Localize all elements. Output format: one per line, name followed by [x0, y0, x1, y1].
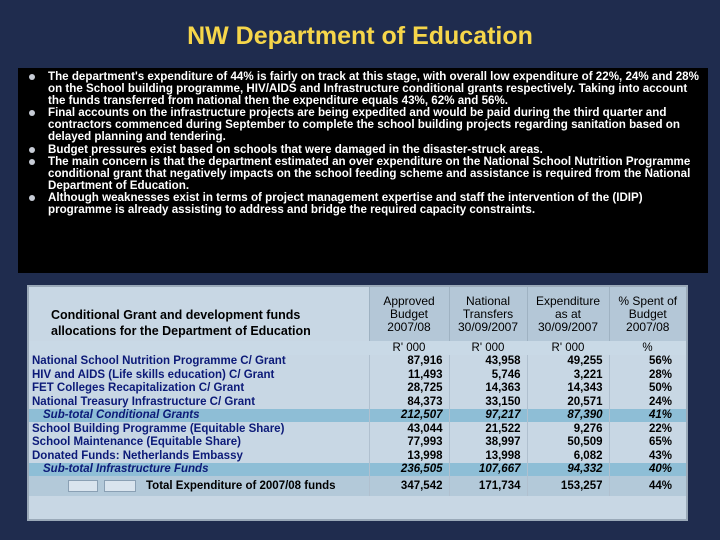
row-label: FET Colleges Recapitalization C/ Grant — [32, 382, 245, 395]
bullet-dot-icon — [29, 147, 35, 153]
row-label: Sub-total Conditional Grants — [29, 409, 369, 423]
bullet-item — [24, 192, 702, 216]
cell-transfers: 5,746 — [449, 368, 527, 382]
decorative-bar-icon — [68, 480, 98, 492]
row-label: School Maintenance (Equitable Share) — [32, 436, 241, 449]
cell-transfers: 14,363 — [449, 382, 527, 396]
bullet-dot-icon — [29, 74, 35, 80]
cell-budget: 236,505 — [369, 463, 449, 477]
bullet-text: The department's expenditure of 44% is fairly on track at this stage, with overall low expenditure of 22%, 24% and 28% on the School building programme, HIV/AIDS and Infrastructure conditional grants respectively. Taking into account the funds transferred from national then the expenditure equals 43%, 62% and 56%. — [48, 70, 699, 108]
bullet-item — [24, 156, 702, 192]
cell-percent: 65% — [609, 436, 686, 450]
bullet-dot-icon — [29, 195, 35, 201]
unit-cell: R' 000 — [527, 341, 609, 355]
table-row — [29, 382, 686, 396]
cell-transfers: 13,998 — [449, 449, 527, 463]
col-header-percent-spent: % Spent of Budget 2007/08 — [609, 287, 686, 341]
row-label: Total Expenditure of 2007/08 funds — [146, 480, 336, 493]
bullet-text: Budget pressures exist based on schools that were damaged in the disaster-struck areas. — [48, 142, 543, 156]
unit-cell: R' 000 — [449, 341, 527, 355]
table-row — [29, 355, 686, 369]
table-row — [29, 436, 686, 450]
table-heading — [29, 287, 369, 341]
cell-transfers: 171,734 — [449, 476, 527, 496]
bullet-dot-icon — [29, 159, 35, 165]
col-header-expenditure: Expenditure as at 30/09/2007 — [527, 287, 609, 341]
bullet-item — [24, 71, 702, 107]
cell-budget: 28,725 — [369, 382, 449, 396]
grant-table-container — [27, 285, 688, 521]
cell-budget: 84,373 — [369, 395, 449, 409]
bullet-text: Final accounts on the infrastructure projects are being expedited and would be paid during the third quarter and contractors commenced during September to complete the school building projects regarding sanitation based on delayed planning and tendering. — [48, 106, 680, 144]
cell-percent: 22% — [609, 422, 686, 436]
cell-transfers: 33,150 — [449, 395, 527, 409]
decorative-bar-icon — [104, 480, 136, 492]
cell-transfers: 38,997 — [449, 436, 527, 450]
total-row — [29, 476, 686, 496]
cell-transfers: 97,217 — [449, 409, 527, 423]
table-row — [29, 449, 686, 463]
row-label: School Building Programme (Equitable Share) — [32, 422, 285, 435]
table-header-row — [29, 287, 686, 341]
cell-percent: 50% — [609, 382, 686, 396]
grant-table — [29, 287, 686, 496]
units-row — [29, 341, 686, 355]
table-heading-line: allocations for the Department of Education — [51, 324, 311, 338]
cell-budget: 77,993 — [369, 436, 449, 450]
col-header-approved-budget: Approved Budget 2007/08 — [369, 287, 449, 341]
unit-cell: % — [609, 341, 686, 355]
cell-percent: 41% — [609, 409, 686, 423]
table-row — [29, 395, 686, 409]
total-label-cell — [29, 476, 369, 496]
cell-expenditure: 14,343 — [527, 382, 609, 396]
cell-transfers: 107,667 — [449, 463, 527, 477]
row-label: National School Nutrition Programme C/ Grant — [32, 355, 286, 368]
unit-cell: R' 000 — [369, 341, 449, 355]
slide-title: NW Department of Education — [187, 22, 533, 50]
row-label: Sub-total Infrastructure Funds — [29, 463, 369, 477]
cell-budget: 87,916 — [369, 355, 449, 369]
cell-expenditure: 6,082 — [527, 449, 609, 463]
cell-expenditure: 87,390 — [527, 409, 609, 423]
cell-budget: 347,542 — [369, 476, 449, 496]
table-row — [29, 368, 686, 382]
cell-expenditure: 3,221 — [527, 368, 609, 382]
cell-expenditure: 94,332 — [527, 463, 609, 477]
bullet-text: Although weaknesses exist in terms of project management expertise and staff the intervention of the (IDIP) programme is already assisting to address and bridge the required capacity constraints. — [48, 190, 643, 217]
bullet-panel — [18, 68, 708, 273]
bullet-item — [24, 107, 702, 143]
cell-transfers: 21,522 — [449, 422, 527, 436]
subtotal-row — [29, 463, 686, 477]
cell-budget: 13,998 — [369, 449, 449, 463]
cell-expenditure: 50,509 — [527, 436, 609, 450]
cell-transfers: 43,958 — [449, 355, 527, 369]
cell-expenditure: 9,276 — [527, 422, 609, 436]
cell-budget: 212,507 — [369, 409, 449, 423]
bullet-dot-icon — [29, 110, 35, 116]
cell-percent: 56% — [609, 355, 686, 369]
cell-expenditure: 153,257 — [527, 476, 609, 496]
row-label: Donated Funds: Netherlands Embassy — [32, 449, 243, 462]
cell-budget: 43,044 — [369, 422, 449, 436]
table-row — [29, 422, 686, 436]
row-label: HIV and AIDS (Life skills education) C/ Grant — [32, 368, 275, 381]
cell-percent: 43% — [609, 449, 686, 463]
bullet-text: The main concern is that the department estimated an over expenditure on the National School Nutrition Programme conditional grant that negatively impacts on the school feeding scheme and assistance is required from the National Department of Education. — [48, 154, 691, 192]
cell-percent: 44% — [609, 476, 686, 496]
cell-percent: 28% — [609, 368, 686, 382]
col-header-national-transfers: National Transfers 30/09/2007 — [449, 287, 527, 341]
subtotal-row — [29, 409, 686, 423]
row-label: National Treasury Infrastructure C/ Grant — [32, 395, 256, 408]
cell-expenditure: 20,571 — [527, 395, 609, 409]
cell-budget: 11,493 — [369, 368, 449, 382]
cell-percent: 24% — [609, 395, 686, 409]
cell-percent: 40% — [609, 463, 686, 477]
table-heading-line: Conditional Grant and development funds — [51, 308, 301, 322]
cell-expenditure: 49,255 — [527, 355, 609, 369]
